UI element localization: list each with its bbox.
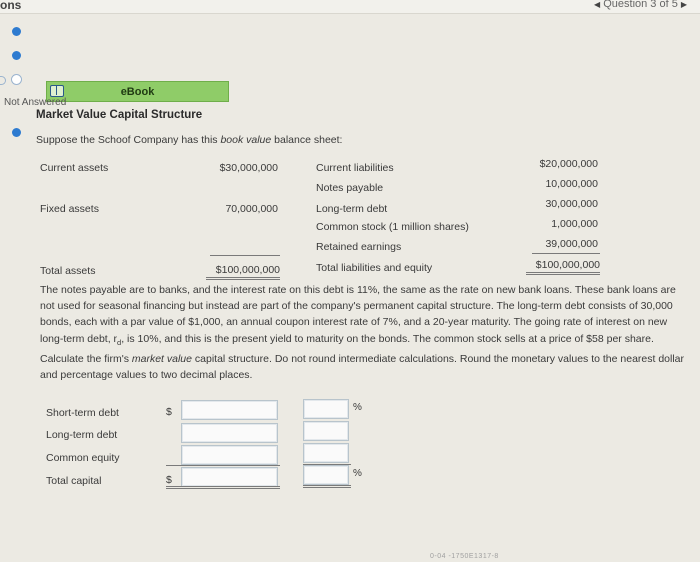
total-assets-value: $100,000,000 [206,264,280,280]
question-navigator[interactable] [594,0,687,10]
current-assets-label: Current assets [40,162,109,174]
problem-title: Market Value Capital Structure [36,109,203,121]
question-dot-1[interactable] [12,27,21,36]
question-dot-3-current[interactable] [11,74,22,85]
liability-value-6: $100,000,000 [526,259,600,275]
ebook-button[interactable] [46,81,229,102]
status-badge: Not Answered [4,97,67,108]
liabilities-subtotal-line [532,253,600,254]
liability-label-3: Long-term debt [316,203,388,215]
footer-code: 0-04 -1750E1317-8 [430,553,499,560]
row-label-long-term-debt: Long-term debt [46,429,118,441]
problem-intro: Suppose the Schoof Company has this book value balance sheet: [36,134,343,146]
row-label-short-term-debt: Short-term debt [46,407,119,419]
row-currency-1: $ [166,406,172,418]
long-term-debt-percent-input[interactable] [303,421,349,441]
long-term-debt-amount-input[interactable] [181,423,278,443]
fixed-assets-label: Fixed assets [40,203,99,215]
question-nav-label: Question 3 of 5 [603,0,678,10]
row-currency-4: $ [166,474,172,486]
liability-label-2: Notes payable [316,182,384,194]
common-equity-percent-input[interactable] [303,443,349,463]
short-term-debt-percent-input[interactable] [303,399,349,419]
liability-label-6: Total liabilities and equity [316,262,433,274]
common-equity-amount-input[interactable] [181,445,278,465]
row-label-total-capital: Total capital [46,475,102,487]
amount-subtotal-line [166,465,280,466]
liability-value-3: 30,000,000 [545,198,598,210]
next-arrow-icon[interactable]: ▶ [680,0,688,9]
percent-total-double-line [303,485,351,488]
fixed-assets-value: 70,000,000 [225,203,278,215]
liability-value-5: 39,000,000 [545,238,598,250]
amount-total-double-line [166,486,280,489]
prev-arrow-icon[interactable]: ◀ [594,0,601,9]
row-label-common-equity: Common equity [46,452,120,464]
collapse-arrow-icon[interactable] [0,76,6,85]
current-assets-value: $30,000,000 [219,162,278,174]
book-icon [50,85,64,97]
page-title-fragment: ons [0,0,22,12]
liability-label-1: Current liabilities [316,162,394,174]
question-dot-4[interactable] [12,128,21,137]
assets-subtotal-line [210,255,280,256]
percent-sign-4: % [353,468,362,479]
total-capital-amount-input[interactable] [181,467,278,487]
liability-value-1: $20,000,000 [539,158,598,170]
short-term-debt-amount-input[interactable] [181,400,278,420]
total-capital-percent-input[interactable] [303,465,349,485]
liability-label-5: Retained earnings [316,241,402,253]
percent-sign-1: % [353,402,362,413]
liability-value-4: 1,000,000 [551,218,598,230]
liability-label-4: Common stock (1 million shares) [316,221,469,233]
ebook-label: eBook [120,85,155,98]
problem-paragraph: The notes payable are to banks, and the interest rate on this debt is 11%, the same as the rate on new bank loans. These bank loans are not used for seasonal financing but instead are part of the company's permanent capital structure. The long-term debt consists of 30,000 bonds, each with a par value of $1,000, an annual coupon interest rate of 7%, and a 20-year maturity. The going rate of interest on new long-term debt, $r_d$, is 10%, and this is the present yield to maturity on the bonds. The common stock sells at a price of $58 per share. Calculate the firm's market value capital structure. Do not round intermediate calculations. Round the monetary values to the nearest dollar and percentage values to two decimal places. [40,284,685,382]
total-assets-label: Total assets [40,265,96,277]
liability-value-2: 10,000,000 [545,178,598,190]
question-dot-2[interactable] [12,51,21,60]
